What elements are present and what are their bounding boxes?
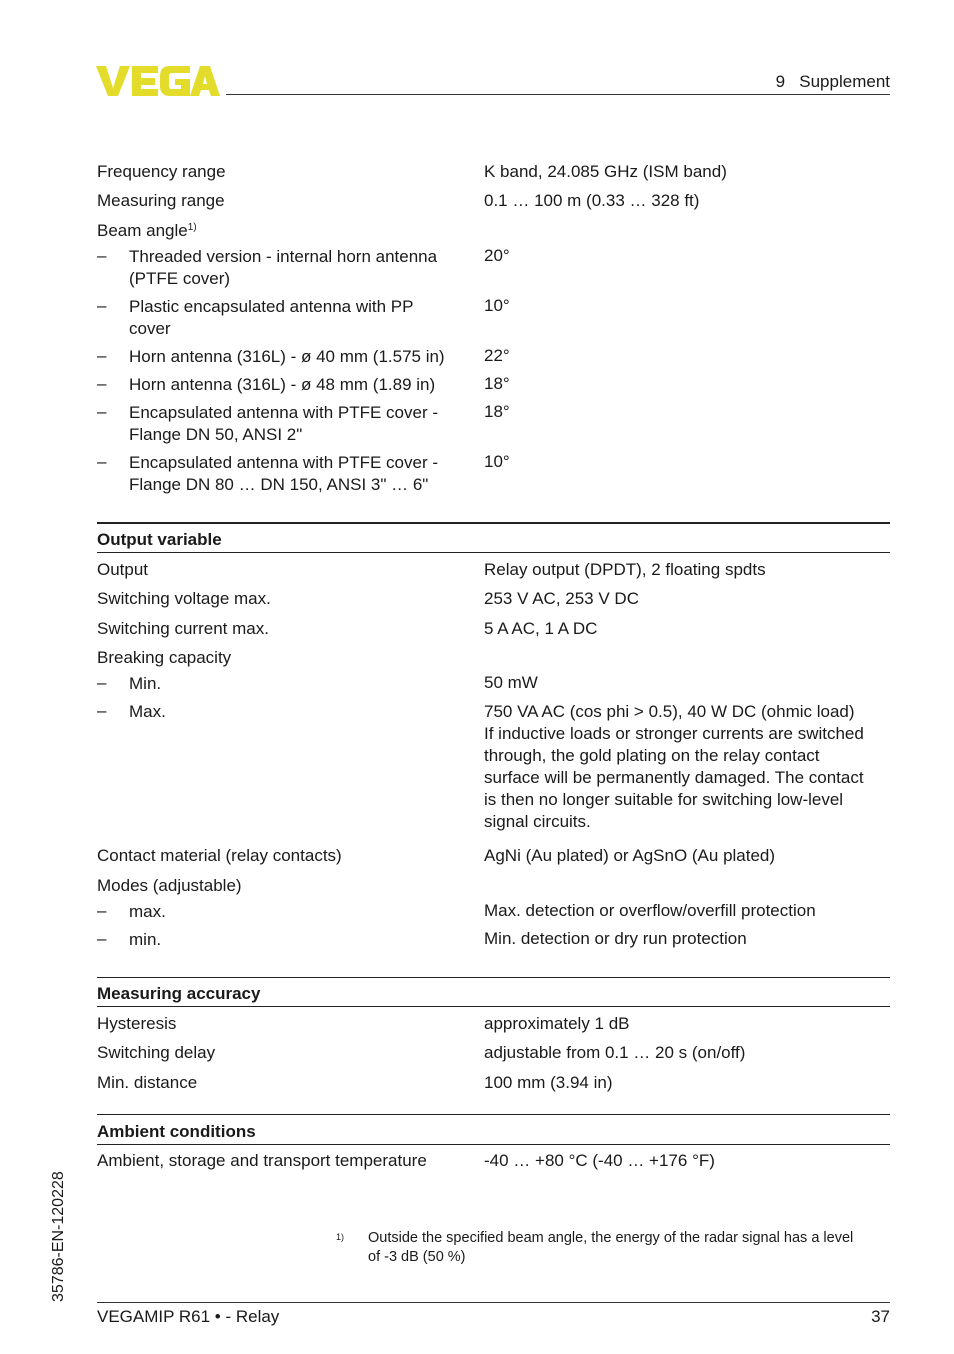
section-rule bbox=[97, 1114, 890, 1115]
breaking-min-label: Min. bbox=[129, 674, 162, 693]
section-rule bbox=[97, 522, 890, 524]
breaking-capacity-label: Breaking capacity bbox=[97, 648, 232, 667]
beam-item-label: Encapsulated antenna with PTFE cover - Flange DN 80 … DN 150, ANSI 3" … 6" bbox=[129, 453, 438, 494]
spec-value: 253 V AC, 253 V DC bbox=[484, 589, 639, 608]
vega-logo bbox=[96, 64, 220, 98]
spec-label: Contact material (relay contacts) bbox=[97, 846, 342, 865]
spec-label: Hysteresis bbox=[97, 1014, 177, 1033]
beam-item-value: 20° bbox=[484, 246, 510, 265]
beam-item-value: 22° bbox=[484, 346, 510, 365]
spec-label: Output bbox=[97, 560, 149, 579]
breaking-min-value: 50 mW bbox=[484, 673, 538, 692]
section-rule bbox=[97, 1144, 890, 1145]
spec-value: 100 mm (3.94 in) bbox=[484, 1073, 613, 1092]
beam-item-label: Encapsulated antenna with PTFE cover - Flange DN 50, ANSI 2" bbox=[129, 403, 438, 444]
header-rule bbox=[226, 94, 890, 95]
list-dash: – bbox=[97, 346, 107, 365]
mode-min-label: min. bbox=[129, 930, 162, 949]
page-number: 37 bbox=[871, 1307, 890, 1326]
modes-label: Modes (adjustable) bbox=[97, 876, 242, 895]
spec-value: K band, 24.085 GHz (ISM band) bbox=[484, 162, 727, 181]
spec-label: Switching delay bbox=[97, 1043, 216, 1062]
section-title-ambient: Ambient conditions bbox=[97, 1122, 256, 1141]
spec-value: Relay output (DPDT), 2 floating spdts bbox=[484, 560, 766, 579]
section-rule bbox=[97, 977, 890, 978]
header-section-title: 9 Supplement bbox=[775, 72, 890, 91]
mode-max-label: max. bbox=[129, 902, 166, 921]
beam-item-label: Plastic encapsulated antenna with PP cover bbox=[129, 297, 414, 338]
list-dash: – bbox=[97, 374, 107, 393]
list-dash: – bbox=[97, 673, 107, 692]
beam-item-value: 10° bbox=[484, 296, 510, 315]
spec-value: 5 A AC, 1 A DC bbox=[484, 619, 598, 638]
mode-min-value: Min. detection or dry run protection bbox=[484, 929, 747, 948]
beam-item-label: Threaded version - internal horn antenna (PTFE cover) bbox=[129, 247, 438, 288]
spec-label: Ambient, storage and transport temperature bbox=[97, 1151, 427, 1170]
document-code: 35786-EN-120228 bbox=[50, 1171, 67, 1302]
spec-value: approximately 1 dB bbox=[484, 1014, 630, 1033]
mode-max-value: Max. detection or overflow/overfill protection bbox=[484, 901, 816, 920]
list-dash: – bbox=[97, 402, 107, 421]
beam-item-value: 10° bbox=[484, 452, 510, 471]
footer-rule bbox=[97, 1302, 890, 1303]
spec-label: Measuring range bbox=[97, 191, 225, 210]
spec-value: 0.1 … 100 m (0.33 … 328 ft) bbox=[484, 191, 700, 210]
section-title-output: Output variable bbox=[97, 530, 222, 549]
list-dash: – bbox=[97, 296, 107, 315]
spec-value: AgNi (Au plated) or AgSnO (Au plated) bbox=[484, 846, 776, 865]
spec-label: Min. distance bbox=[97, 1073, 198, 1092]
spec-value: -40 … +80 °C (-40 … +176 °F) bbox=[484, 1151, 715, 1170]
beam-item-value: 18° bbox=[484, 374, 510, 393]
section-rule bbox=[97, 552, 890, 553]
list-dash: – bbox=[97, 701, 107, 720]
footnote-text: Outside the specified beam angle, the energy of the radar signal has a level of -3 dB (50 %) bbox=[368, 1230, 854, 1265]
spec-label: Switching voltage max. bbox=[97, 589, 271, 608]
spec-value: adjustable from 0.1 … 20 s (on/off) bbox=[484, 1043, 746, 1062]
list-dash: – bbox=[97, 929, 107, 948]
beam-item-label: Horn antenna (316L) - ø 40 mm (1.575 in) bbox=[129, 347, 445, 366]
breaking-max-label: Max. bbox=[129, 702, 166, 721]
section-rule bbox=[97, 1006, 890, 1007]
list-dash: – bbox=[97, 246, 107, 265]
beam-angle-label: Beam angle$^{1)}$ bbox=[97, 221, 197, 240]
breaking-max-value: 750 VA AC (cos phi > 0.5), 40 W DC (ohmic load) If inductive loads or stronger currents are switched through, the gold plating on the relay contact surface will be permanently damaged. The contact is then no longer suitable for switching low-level signal circuits. bbox=[484, 702, 864, 831]
list-dash: – bbox=[97, 901, 107, 920]
beam-item-label: Horn antenna (316L) - ø 48 mm (1.89 in) bbox=[129, 375, 436, 394]
footnote-ref: 1) bbox=[187, 222, 197, 233]
section-title-accuracy: Measuring accuracy bbox=[97, 984, 261, 1003]
list-dash: – bbox=[97, 452, 107, 471]
spec-label: Switching current max. bbox=[97, 619, 269, 638]
spec-label: Frequency range bbox=[97, 162, 226, 181]
beam-item-value: 18° bbox=[484, 402, 510, 421]
footnote-mark: 1) bbox=[336, 1232, 345, 1242]
footer-title: VEGAMIP R61 • - Relay bbox=[97, 1307, 280, 1326]
